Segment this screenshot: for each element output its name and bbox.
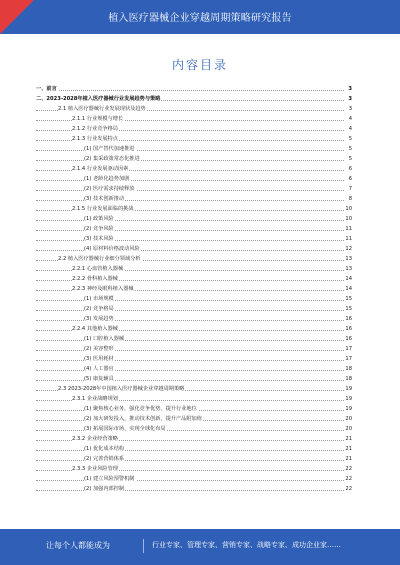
toc-leader-dots xyxy=(36,380,344,381)
toc-entry-title: 2.3 2023-2028年中国植入医疗器械企业穿越周期策略 xyxy=(58,386,185,392)
toc-entry-page: 5 xyxy=(348,136,352,142)
toc-leader-dots xyxy=(36,220,344,221)
toc-leader-dots xyxy=(36,350,344,351)
toc-leader-dots xyxy=(36,480,344,481)
toc-entry-page: 3 xyxy=(348,96,352,102)
toc-entry[interactable] xyxy=(36,194,352,204)
toc-entry[interactable] xyxy=(36,474,352,484)
toc-entry-title: 二、2023-2028年植入医疗器械行业发展趋势与策略 xyxy=(36,96,161,102)
toc-entry[interactable] xyxy=(36,274,352,284)
toc-entry-page: 15 xyxy=(345,306,352,312)
toc-entry-title: (1) 优化成本结构 xyxy=(84,446,125,452)
toc-entry[interactable] xyxy=(36,384,352,394)
toc-leader-dots xyxy=(36,150,344,151)
toc-entry[interactable] xyxy=(36,144,352,154)
toc-entry-page: 22 xyxy=(345,476,352,482)
toc-entry-title: 2.2.4 其他植入器械 xyxy=(72,326,118,332)
toc-entry-title: (2) 美容整形 xyxy=(84,346,114,352)
toc-entry[interactable] xyxy=(36,164,352,174)
toc-entry[interactable] xyxy=(36,354,352,364)
toc-leader-dots xyxy=(36,90,344,91)
toc-entry-page: 16 xyxy=(345,336,352,342)
toc-entry-page: 3 xyxy=(348,86,352,92)
table-of-contents xyxy=(36,84,352,494)
toc-entry-title: (1) 老龄化趋势加剧 xyxy=(84,176,130,182)
footer-divider xyxy=(143,539,144,553)
toc-entry-title: (3) 拓展国际市场，实现全球化布局 xyxy=(84,426,166,432)
toc-entry-title: 2.2.2 骨科植入器械 xyxy=(72,276,118,282)
toc-leader-dots xyxy=(36,460,344,461)
toc-leader-dots xyxy=(36,160,344,161)
toc-entry[interactable] xyxy=(36,174,352,184)
toc-entry-title: 2.2.3 神经及眼科植入器械 xyxy=(72,286,134,292)
toc-entry-page: 21 xyxy=(345,436,352,442)
toc-entry-title: (1) 建立风险预警机制 xyxy=(84,476,135,482)
toc-entry-title: (4) 原材料价格波动风险 xyxy=(84,246,140,252)
toc-entry[interactable] xyxy=(36,204,352,214)
toc-entry-page: 18 xyxy=(345,376,352,382)
toc-entry[interactable] xyxy=(36,374,352,384)
toc-entry-page: 17 xyxy=(345,346,352,352)
toc-entry-page: 21 xyxy=(345,446,352,452)
toc-entry-page: 11 xyxy=(345,236,352,242)
toc-entry[interactable] xyxy=(36,154,352,164)
toc-entry[interactable] xyxy=(36,304,352,314)
toc-entry-title: (3) 技术风险 xyxy=(84,236,114,242)
toc-entry-title: 2.1 植入医疗器械行业发展现状及趋势 xyxy=(58,106,146,112)
toc-entry-page: 11 xyxy=(345,226,352,232)
toc-entry-title: (1) 口腔植入器械 xyxy=(84,336,125,342)
toc-entry-title: (2) 完善营销体系 xyxy=(84,456,125,462)
toc-entry-page: 5 xyxy=(348,146,352,152)
toc-entry[interactable] xyxy=(36,214,352,224)
toc-entry-page: 20 xyxy=(345,426,352,432)
toc-entry-page: 20 xyxy=(345,416,352,422)
toc-leader-dots xyxy=(36,370,344,371)
toc-heading: 内容目录 xyxy=(171,58,228,72)
toc-entry-page: 13 xyxy=(345,256,352,262)
toc-entry-title: 一、前言 xyxy=(36,86,57,92)
toc-entry-title: (2) 竞争风险 xyxy=(84,226,114,232)
toc-entry-title: 2.2 植入医疗器械行业细分领域分析 xyxy=(58,256,141,262)
toc-entry-title: 2.1.1 行业规模与增长 xyxy=(72,116,124,122)
toc-entry-page: 16 xyxy=(345,326,352,332)
toc-entry-page: 19 xyxy=(345,386,352,392)
toc-entry-page: 19 xyxy=(345,396,352,402)
toc-entry-title: (1) 市场规模 xyxy=(84,296,114,302)
toc-entry[interactable] xyxy=(36,364,352,374)
toc-entry-page: 3 xyxy=(348,106,352,112)
report-footer xyxy=(0,529,400,565)
toc-entry-page: 6 xyxy=(348,166,352,172)
toc-entry-title: (1) 聚焦核心业务，强化竞争优势，提升行业地位 xyxy=(84,406,197,412)
toc-entry-page: 16 xyxy=(345,316,352,322)
toc-entry-page: 4 xyxy=(348,126,352,132)
toc-leader-dots xyxy=(36,230,344,231)
toc-entry-page: 21 xyxy=(345,456,352,462)
toc-entry-title: (1) 政策风险 xyxy=(84,216,114,222)
toc-leader-dots xyxy=(36,320,344,321)
toc-entry-page: 6 xyxy=(348,176,352,182)
toc-entry-title: 2.2.1 心血管植入器械 xyxy=(72,266,124,272)
toc-entry[interactable] xyxy=(36,454,352,464)
toc-entry-title: (2) 加大研发投入，推动技术创新，提升产品附加值 xyxy=(84,416,202,422)
toc-entry-title: (2) 加强内部控制 xyxy=(84,486,125,492)
toc-entry-page: 10 xyxy=(345,216,352,222)
toc-entry[interactable] xyxy=(36,184,352,194)
toc-leader-dots xyxy=(36,430,344,431)
toc-entry[interactable] xyxy=(36,394,352,404)
toc-entry[interactable] xyxy=(36,234,352,244)
toc-leader-dots xyxy=(36,190,344,191)
toc-entry[interactable] xyxy=(36,94,352,104)
toc-leader-dots xyxy=(36,180,344,181)
toc-leader-dots xyxy=(36,490,344,491)
toc-entry[interactable] xyxy=(36,404,352,414)
toc-entry-page: 12 xyxy=(345,246,352,252)
toc-entry-page: 8 xyxy=(348,196,352,202)
toc-entry-page: 14 xyxy=(345,276,352,282)
toc-entry-title: (3) 发展趋势 xyxy=(84,316,114,322)
toc-entry[interactable] xyxy=(36,224,352,234)
toc-leader-dots xyxy=(36,300,344,301)
toc-entry-title: 2.1.3 行业发展特点 xyxy=(72,136,118,142)
toc-entry-title: (2) 竞争格局 xyxy=(84,306,114,312)
toc-entry-page: 7 xyxy=(348,186,352,192)
toc-entry-page: 17 xyxy=(345,356,352,362)
report-header xyxy=(0,0,400,34)
toc-entry[interactable] xyxy=(36,444,352,454)
toc-entry[interactable] xyxy=(36,264,352,274)
toc-leader-dots xyxy=(36,250,344,251)
toc-entry-title: (2) 医疗需求持续释放 xyxy=(84,186,135,192)
toc-leader-dots xyxy=(36,360,344,361)
toc-entry[interactable] xyxy=(36,104,352,114)
toc-entry[interactable] xyxy=(36,344,352,354)
toc-entry-title: 2.3.3 企业风险管理 xyxy=(72,466,118,472)
toc-entry[interactable] xyxy=(36,464,352,474)
toc-entry-page: 10 xyxy=(345,206,352,212)
toc-entry[interactable] xyxy=(36,254,352,264)
toc-entry-page: 15 xyxy=(345,296,352,302)
toc-entry[interactable] xyxy=(36,244,352,254)
toc-entry-title: (1) 国产替代加速推进 xyxy=(84,146,135,152)
toc-entry-title: (5) 康复辅具 xyxy=(84,376,114,382)
toc-entry-title: (2) 集采政策常态化推进 xyxy=(84,156,140,162)
toc-leader-dots xyxy=(36,200,344,201)
toc-entry[interactable] xyxy=(36,424,352,434)
toc-entry[interactable] xyxy=(36,134,352,144)
toc-leader-dots xyxy=(36,340,344,341)
footer-roles: 行业专家、管理专家、营销专家、战略专家、成功企业家…… xyxy=(152,541,341,549)
toc-leader-dots xyxy=(36,310,344,311)
toc-entry-page: 4 xyxy=(348,116,352,122)
toc-entry-title: (3) 技术创新推动 xyxy=(84,196,125,202)
toc-entry-title: 2.1.2 行业竞争格局 xyxy=(72,126,118,132)
toc-entry-title: 2.3.1 企业战略规划 xyxy=(72,396,118,402)
toc-entry-page: 22 xyxy=(345,466,352,472)
toc-entry-page: 14 xyxy=(345,286,352,292)
toc-entry-title: 2.1.4 行业发展驱动因素 xyxy=(72,166,129,172)
toc-entry-page: 22 xyxy=(345,486,352,492)
toc-entry-page: 5 xyxy=(348,156,352,162)
toc-entry-title: (3) 医用耗材 xyxy=(84,356,114,362)
toc-entry[interactable] xyxy=(36,334,352,344)
toc-entry[interactable] xyxy=(36,124,352,134)
toc-leader-dots xyxy=(36,450,344,451)
toc-entry-page: 13 xyxy=(345,266,352,272)
report-title: 植入医疗器械企业穿越周期策略研究报告 xyxy=(108,13,292,24)
toc-entry-title: (4) 人工器官 xyxy=(84,366,114,372)
toc-entry[interactable] xyxy=(36,324,352,334)
toc-entry-page: 19 xyxy=(345,406,352,412)
toc-entry[interactable] xyxy=(36,114,352,124)
toc-entry[interactable] xyxy=(36,294,352,304)
toc-entry[interactable] xyxy=(36,314,352,324)
toc-entry[interactable] xyxy=(36,414,352,424)
toc-entry[interactable] xyxy=(36,484,352,494)
toc-leader-dots xyxy=(36,240,344,241)
toc-entry[interactable] xyxy=(36,434,352,444)
toc-entry-page: 18 xyxy=(345,366,352,372)
toc-entry-title: 2.3.2 企业经营策略 xyxy=(72,436,118,442)
toc-entry-title: 2.1.5 行业发展面临的挑战 xyxy=(72,206,134,212)
footer-slogan: 让每个人都能成为 xyxy=(46,541,110,550)
toc-entry[interactable] xyxy=(36,84,352,94)
toc-entry[interactable] xyxy=(36,284,352,294)
